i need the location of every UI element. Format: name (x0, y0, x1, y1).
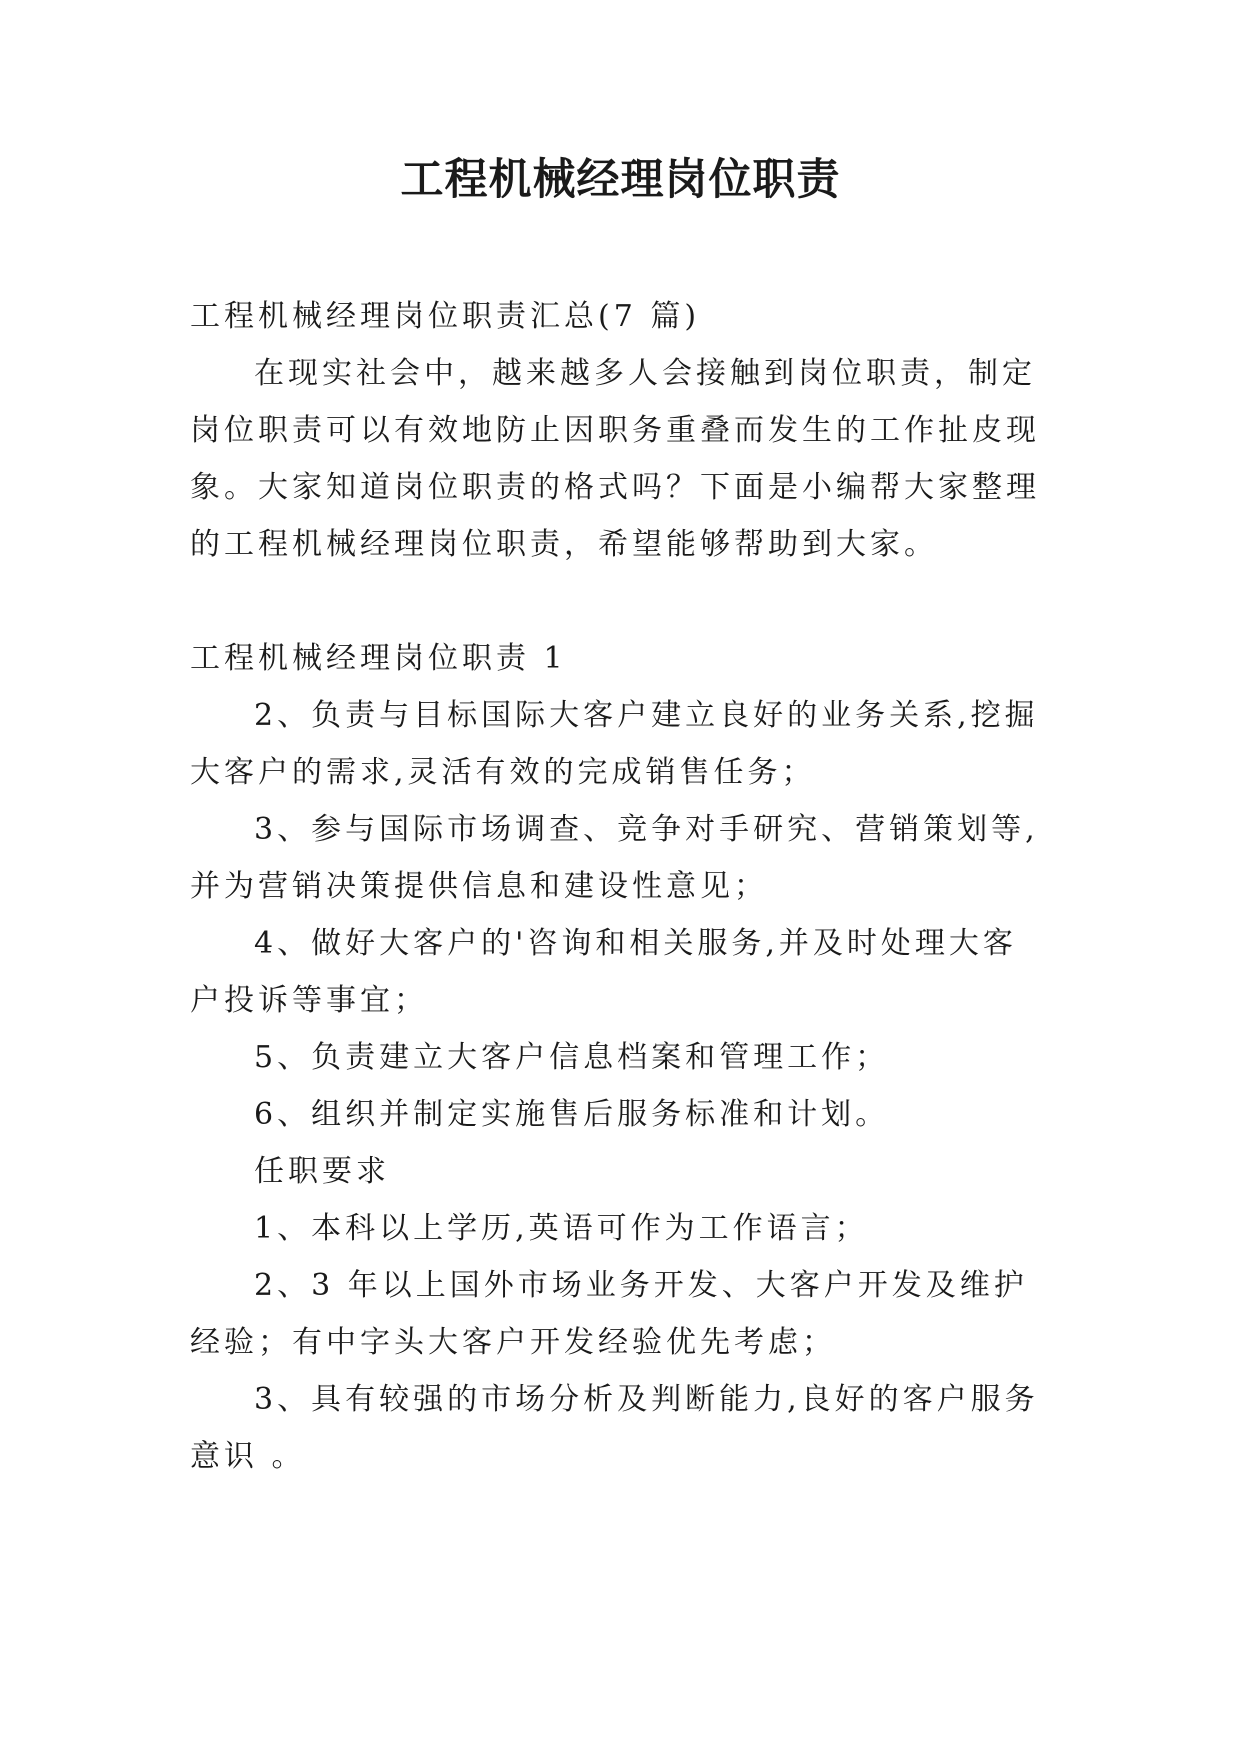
document-subtitle: 工程机械经理岗位职责汇总(7 篇) (190, 299, 701, 334)
duty-item: 5、负责建立大客户信息档案和管理工作； (254, 1040, 890, 1075)
duty-item: 6、组织并制定实施售后服务标准和计划。 (254, 1097, 890, 1132)
intro-paragraph: 在现实社会中，越来越多人会接触到岗位职责，制定岗位职责可以有效地防止因职务重叠而发生的工作扯皮现象。大家知道岗位职责的格式吗？下面是小编帮大家整理的工程机械经理岗位职责，希望能够帮助到大家。 (190, 356, 1040, 562)
duty-item: 4、做好大客户的'咨询和相关服务,并及时处理大客户投诉等事宜； (190, 926, 1017, 1018)
document-title: 工程机械经理岗位职责 (400, 155, 841, 205)
requirement-item: 3、具有较强的市场分析及判断能力,良好的客户服务意识 。 (190, 1382, 1039, 1474)
requirements-heading: 任职要求 (254, 1154, 390, 1189)
section-heading: 工程机械经理岗位职责 1 (190, 641, 567, 676)
duty-item: 3、参与国际市场调查、竞争对手研究、营销策划等,并为营销决策提供信息和建设性意见； (190, 812, 1039, 904)
paragraph-spacer (190, 573, 1050, 630)
requirement-item: 2、3 年以上国外市场业务开发、大客户开发及维护经验；有中字头大客户开发经验优先考虑； (190, 1268, 1028, 1360)
requirement-item: 1、本科以上学历,英语可作为工作语言； (254, 1211, 869, 1246)
document-body (190, 288, 1050, 1485)
duty-item: 2、负责与目标国际大客户建立良好的业务关系,挖掘大客户的需求,灵活有效的完成销售任务； (190, 698, 1039, 790)
